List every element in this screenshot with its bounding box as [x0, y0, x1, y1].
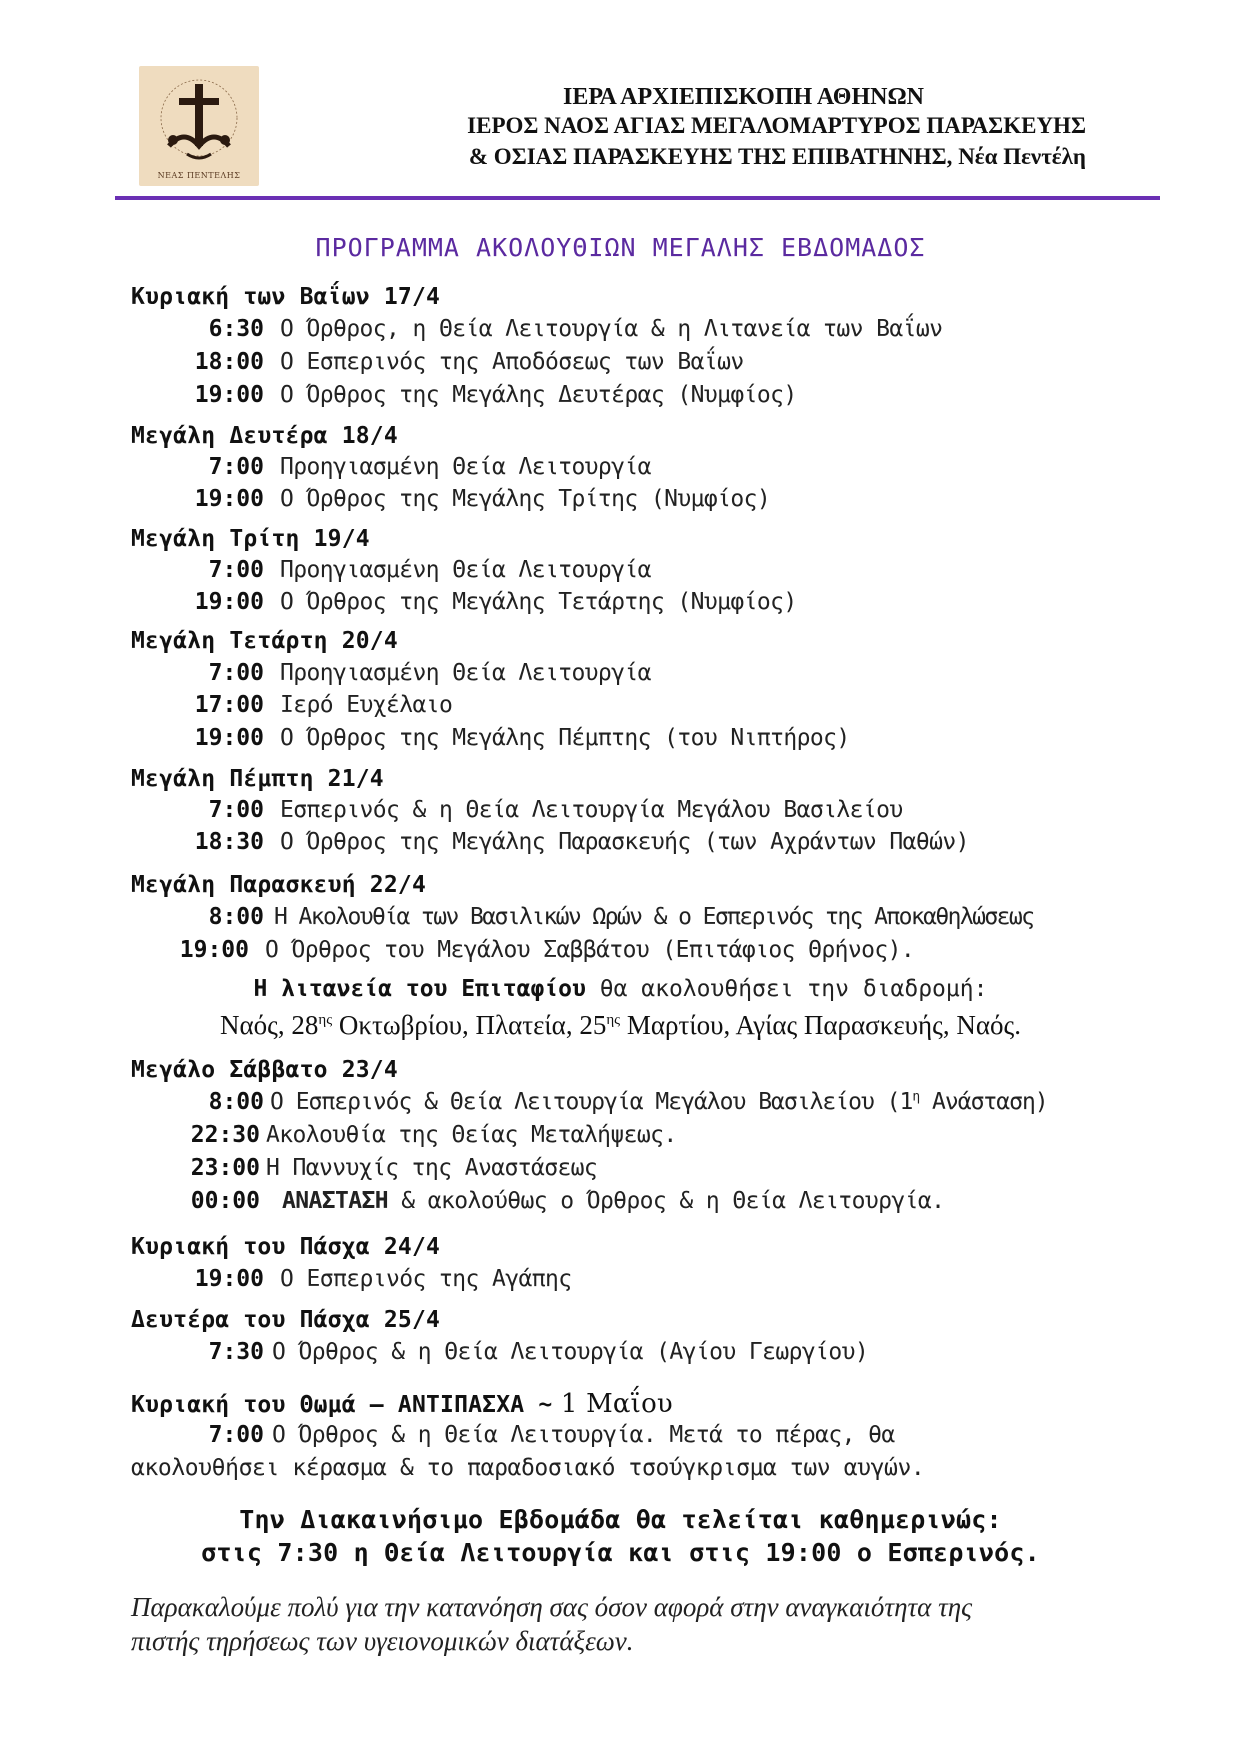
health-plea-line-2: πιστής τηρήσεως των υγειονομικών διατάξεων. [131, 1626, 634, 1656]
service-desc: Ο Όρθρος της Μεγάλης Δευτέρας (Νυμφίος) [280, 382, 797, 408]
service-time: 18:30 [194, 829, 264, 855]
service-time: 8:00 [208, 1089, 264, 1115]
route-ordinal-1: ης [318, 1012, 333, 1028]
service-row [163, 937, 914, 963]
service-time: 19:00 [194, 382, 264, 408]
service-time: 18:00 [194, 349, 264, 375]
day-heading [131, 1389, 673, 1419]
service-row [174, 1122, 677, 1148]
service-time: 23:00 [190, 1155, 260, 1181]
page-title: ΠΡΟΓΡΑΜΜΑ ΑΚΟΛΟΥΘΙΩΝ ΜΕΓΑΛΗΣ ΕΒΔΟΜΑΔΟΣ [315, 233, 926, 262]
cross-emblem-icon [139, 66, 259, 186]
service-row [178, 454, 651, 480]
service-desc: Προηγιασμένη Θεία Λειτουργία [280, 454, 651, 480]
service-time: 19:00 [194, 725, 264, 751]
service-desc: Ο Όρθρος & η Θεία Λειτουργία. Μετά το πέρας, θα [272, 1422, 895, 1448]
archdiocese-title: ΙΕΡΑ ΑΡΧΙΕΠΙΣΚΟΠΗ ΑΘΗΝΩΝ [562, 84, 924, 110]
day-heading-label: Κυριακή του Θωμά – ΑΝΤΙΠΑΣΧΑ ~ [131, 1392, 553, 1418]
service-time: 19:00 [194, 589, 264, 615]
service-time: 22:30 [190, 1122, 260, 1148]
logo-caption: ΝΕΑΣ ΠΕΝΤΕΛΗΣ [157, 171, 241, 180]
header-divider [115, 196, 1160, 200]
resurrection-label: ΑΝΑΣΤΑΣΗ [282, 1188, 388, 1214]
service-desc [282, 1188, 944, 1214]
day-heading: Μεγάλο Σάββατο 23/4 [131, 1057, 398, 1083]
service-row [178, 1266, 571, 1292]
procession-note [0, 976, 1241, 1002]
church-name: ΙΕΡΟΣ ΝΑΟΣ ΑΓΙΑΣ ΜΕΓΑΛΟΜΑΡΤΥΡΟΣ ΠΑΡΑΣΚΕΥΗΣ [467, 113, 1086, 138]
service-row [178, 316, 942, 342]
service-row [174, 1155, 597, 1181]
route-part-2: Οκτωβρίου, Πλατεία, 25 [332, 1010, 607, 1040]
service-desc: Η Ακολουθία των Βασιλικών Ωρών & ο Εσπερινός της Αποκαθηλώσεως [274, 904, 1034, 930]
service-desc: Εσπερινός & η Θεία Λειτουργία Μεγάλου Βασιλείου [280, 797, 903, 823]
service-time: 19:00 [194, 1266, 264, 1292]
day-heading: Δευτέρα του Πάσχα 25/4 [131, 1307, 441, 1333]
service-time: 8:00 [208, 904, 264, 930]
day-heading-date: 1 Μαΐου [552, 1389, 673, 1419]
service-desc: Προηγιασμένη Θεία Λειτουργία [280, 660, 651, 686]
day-heading: Μεγάλη Τρίτη 19/4 [131, 526, 370, 552]
service-row [174, 1188, 944, 1214]
day-heading: Κυριακή των Βαΐων 17/4 [131, 284, 441, 310]
service-time: 19:00 [194, 486, 264, 512]
service-row [178, 382, 797, 408]
day-heading: Μεγάλη Δευτέρα 18/4 [131, 423, 398, 449]
service-row [178, 1422, 895, 1448]
service-time: 00:00 [190, 1188, 260, 1214]
service-row [178, 904, 1033, 930]
service-time: 17:00 [194, 692, 264, 718]
church-name-line3: & ΟΣΙΑΣ ΠΑΡΑΣΚΕΥΗΣ ΤΗΣ ΕΠΙΒΑΤΗΝΗΣ, [468, 144, 953, 169]
service-desc: Ο Όρθρος & η Θεία Λειτουργία (Αγίου Γεωργίου) [272, 1339, 869, 1365]
route-part-3: Μαρτίου, Αγίας Παρασκευής, Ναός. [620, 1010, 1021, 1040]
route-ordinal-2: ης [606, 1012, 621, 1028]
procession-note-bold: Η λιτανεία του Επιταφίου [253, 976, 586, 1002]
route-part-1: Ναός, 28 [220, 1010, 319, 1040]
service-row [178, 829, 969, 855]
service-desc: Ο Εσπερινός της Αποδόσεως των Βαΐων [280, 349, 744, 375]
service-time: 7:00 [208, 1422, 264, 1448]
health-plea-line-1: Παρακαλούμε πολύ για την κατανόηση σας όσον αφορά στην αναγκαιότητα της [131, 1592, 973, 1622]
service-desc: Ο Εσπερινός της Αγάπης [280, 1266, 572, 1292]
service-row [178, 1339, 868, 1365]
bright-week-line-1: Την Διακαινήσιμο Εβδομάδα θα τελείται καθημερινώς: [239, 1505, 1002, 1534]
service-row [178, 557, 651, 583]
service-time: 7:00 [208, 660, 264, 686]
church-logo [139, 66, 259, 186]
service-desc [270, 1089, 1048, 1115]
service-time: 19:00 [179, 937, 249, 963]
service-row [178, 1089, 1048, 1115]
service-desc: Ο Όρθρος, η Θεία Λειτουργία & η Λιτανεία των Βαΐων [280, 316, 943, 342]
service-row [178, 660, 651, 686]
procession-note-rest: θα ακολουθήσει την διαδρομή: [585, 976, 988, 1002]
service-time: 6:30 [208, 316, 264, 342]
service-row [178, 692, 452, 718]
day-heading: Κυριακή του Πάσχα 24/4 [131, 1234, 441, 1260]
service-desc-rest: & ακολούθως ο Όρθρος & η Θεία Λειτουργία. [387, 1188, 945, 1214]
bright-week-line-2: στις 7:30 η Θεία Λειτουργία και στις 19:00 ο Εσπερινός. [201, 1538, 1040, 1567]
service-row [178, 349, 744, 375]
service-desc: Ο Όρθρος της Μεγάλης Τρίτης (Νυμφίος) [280, 486, 771, 512]
service-time: 7:00 [208, 557, 264, 583]
service-time: 7:30 [208, 1339, 264, 1365]
service-desc: Προηγιασμένη Θεία Λειτουργία [280, 557, 651, 583]
service-desc-ordinal: η [912, 1089, 920, 1105]
day-heading: Μεγάλη Πέμπτη 21/4 [131, 766, 384, 792]
service-row [178, 797, 903, 823]
service-desc-continuation: ακολουθήσει κέρασμα & το παραδοσιακό τσούγκρισμα των αυγών. [131, 1455, 925, 1481]
service-desc: Η Παννυχίς της Αναστάσεως [266, 1155, 598, 1181]
service-time: 7:00 [208, 454, 264, 480]
service-desc: Ιερό Ευχέλαιο [280, 692, 453, 718]
service-desc: Ο Όρθρος της Μεγάλης Παρασκευής (των Αχράντων Παθών) [280, 829, 969, 855]
church-name-cont [469, 144, 1086, 170]
service-row [178, 725, 850, 751]
service-row [178, 589, 797, 615]
day-heading: Μεγάλη Τετάρτη 20/4 [131, 628, 398, 654]
service-desc-a: Ο Εσπερινός & Θεία Λειτουργία Μεγάλου Βασιλείου (1 [270, 1089, 913, 1115]
church-town: Νέα Πεντέλη [958, 144, 1086, 169]
day-heading: Μεγάλη Παρασκευή 22/4 [131, 872, 426, 898]
service-row [178, 486, 770, 512]
service-desc: Ο Όρθρος της Μεγάλης Πέμπτης (του Νιπτήρος) [280, 725, 850, 751]
service-desc-b: Ανάσταση) [919, 1089, 1048, 1115]
procession-route [0, 1010, 1241, 1041]
service-desc: Ακολουθία της Θείας Μεταλήψεως. [266, 1122, 677, 1148]
service-desc: Ο Όρθρος της Μεγάλης Τετάρτης (Νυμφίος) [280, 589, 797, 615]
service-desc: Ο Όρθρος του Μεγάλου Σαββάτου (Επιτάφιος Θρήνος). [265, 937, 915, 963]
service-time: 7:00 [208, 797, 264, 823]
